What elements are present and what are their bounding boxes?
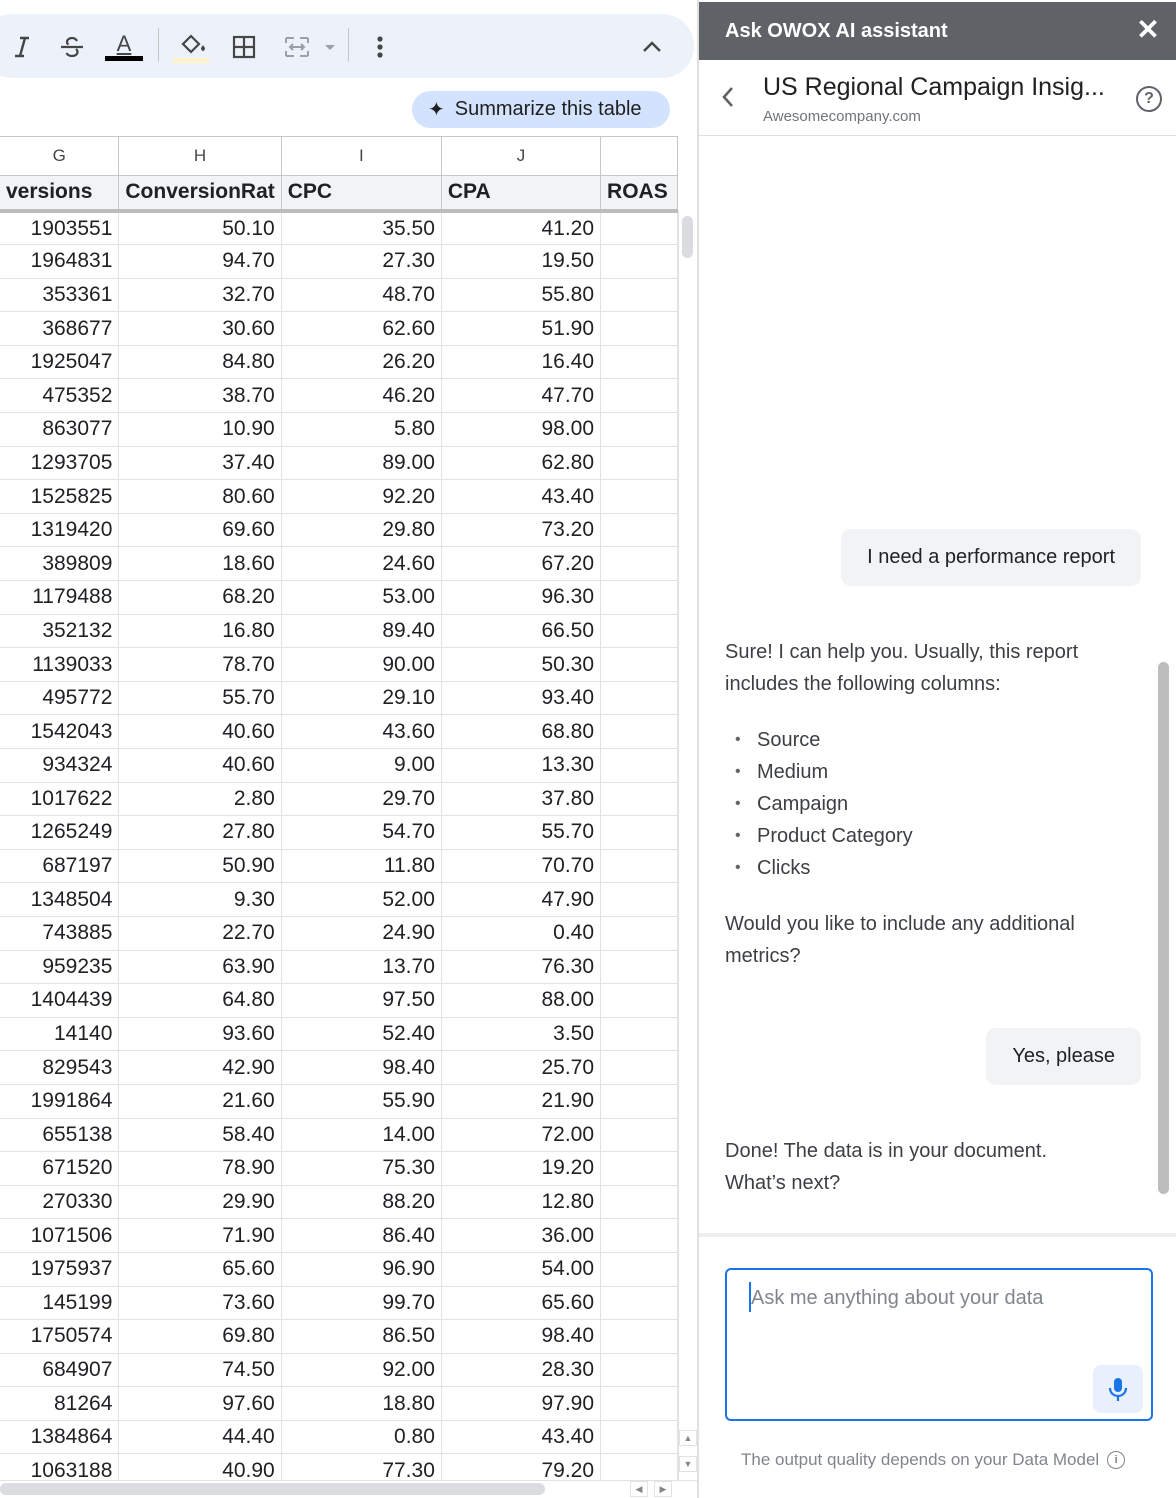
report-title: US Regional Campaign Insig... [763, 73, 1105, 101]
table-cell[interactable]: 30.60 [119, 312, 281, 346]
table-cell[interactable] [601, 1017, 678, 1051]
table-cell[interactable]: 55.80 [441, 278, 600, 312]
table-cell[interactable]: 36.00 [441, 1219, 600, 1253]
table-cell[interactable]: 829543 [0, 1051, 119, 1085]
table-cell[interactable]: 389809 [0, 547, 119, 581]
table-cell[interactable]: 1750574 [0, 1320, 119, 1354]
table-cell[interactable]: 78.90 [119, 1152, 281, 1186]
table-cell[interactable] [601, 1084, 678, 1118]
table-row [0, 547, 678, 581]
table-cell[interactable]: 76.30 [441, 950, 600, 984]
table-cell[interactable]: 79.20 [441, 1454, 600, 1480]
table-cell[interactable] [601, 413, 678, 447]
borders-icon[interactable] [228, 30, 260, 64]
table-cell[interactable]: 98.00 [441, 413, 600, 447]
table-cell[interactable]: 73.20 [441, 513, 600, 547]
table-cell[interactable] [601, 513, 678, 547]
table-cell[interactable]: 43.60 [281, 715, 441, 749]
table-cell[interactable]: 1384864 [0, 1420, 119, 1454]
table-cell[interactable]: 1139033 [0, 648, 119, 682]
scroll-up-icon[interactable]: ▲ [679, 1430, 697, 1446]
table-cell[interactable]: 13.70 [281, 950, 441, 984]
table-cell[interactable]: 16.80 [119, 614, 281, 648]
table-cell[interactable] [601, 345, 678, 379]
table-cell[interactable] [601, 312, 678, 346]
chat-scrollbar[interactable] [1158, 662, 1169, 1194]
table-row [0, 581, 678, 615]
table-cell[interactable]: 70.70 [441, 849, 600, 883]
toolbar-divider [158, 28, 159, 62]
table-cell[interactable]: 89.40 [281, 614, 441, 648]
strikethrough-icon[interactable] [56, 30, 88, 64]
column-list-item: • Campaign [725, 788, 1125, 820]
close-icon[interactable]: ✕ [1136, 14, 1160, 45]
table-row [0, 816, 678, 850]
table-cell[interactable]: 19.50 [441, 245, 600, 279]
table-row [0, 950, 678, 984]
table-cell[interactable]: 863077 [0, 413, 119, 447]
table-cell[interactable]: 55.70 [441, 816, 600, 850]
table-row [0, 984, 678, 1018]
table-cell[interactable]: 89.00 [281, 446, 441, 480]
assistant-message [725, 636, 1125, 972]
column-letter[interactable] [601, 137, 678, 175]
table-row [0, 211, 678, 245]
table-cell[interactable]: 94.70 [119, 245, 281, 279]
table-cell[interactable]: 21.90 [441, 1084, 600, 1118]
table-cell[interactable] [601, 245, 678, 279]
table-cell[interactable]: 58.40 [119, 1118, 281, 1152]
assistant-message-question: Would you like to include any additional metrics? [725, 913, 1075, 967]
table-row [0, 849, 678, 883]
table-cell[interactable] [601, 1152, 678, 1186]
fill-color-swatch [173, 58, 209, 63]
table-cell[interactable]: 37.40 [119, 446, 281, 480]
table-cell[interactable]: 934324 [0, 749, 119, 783]
table-cell[interactable]: 19.20 [441, 1152, 600, 1186]
table-cell[interactable]: 92.20 [281, 480, 441, 514]
table-cell[interactable]: 1404439 [0, 984, 119, 1018]
table-cell[interactable]: 1925047 [0, 345, 119, 379]
table-cell[interactable]: 93.40 [441, 681, 600, 715]
summarize-label: Summarize this table [454, 98, 642, 120]
table-cell[interactable]: 26.20 [281, 345, 441, 379]
fill-color-icon[interactable] [172, 30, 210, 64]
table-cell[interactable]: 84.80 [119, 345, 281, 379]
table-cell[interactable]: 29.70 [281, 782, 441, 816]
table-cell[interactable]: 68.20 [119, 581, 281, 615]
table-cell[interactable]: 24.90 [281, 916, 441, 950]
table-row [0, 1084, 678, 1118]
table-cell[interactable] [601, 916, 678, 950]
table-cell[interactable]: 28.30 [441, 1353, 600, 1387]
table-cell[interactable]: 62.80 [441, 446, 600, 480]
table-cell[interactable]: 353361 [0, 278, 119, 312]
table-cell[interactable]: 5.80 [281, 413, 441, 447]
data-table [0, 137, 678, 1480]
table-cell[interactable]: 352132 [0, 614, 119, 648]
table-cell[interactable]: 98.40 [441, 1320, 600, 1354]
table-row [0, 614, 678, 648]
horizontal-scroll-thumb[interactable] [0, 1483, 545, 1495]
table-cell[interactable] [601, 1051, 678, 1085]
table-cell[interactable]: 27.80 [119, 816, 281, 850]
table-cell[interactable] [601, 984, 678, 1018]
table-cell[interactable] [601, 480, 678, 514]
table-cell[interactable]: 68.80 [441, 715, 600, 749]
table-cell[interactable]: 54.00 [441, 1252, 600, 1286]
user-message: I need a performance report [841, 529, 1141, 586]
table-cell[interactable]: 67.20 [441, 547, 600, 581]
table-cell[interactable] [601, 849, 678, 883]
table-cell[interactable]: 1964831 [0, 245, 119, 279]
table-cell[interactable] [601, 1454, 678, 1480]
table-row [0, 413, 678, 447]
report-domain: Awesomecompany.com [763, 108, 921, 125]
header-cell[interactable]: CPC [281, 175, 441, 211]
table-cell[interactable]: 24.60 [281, 547, 441, 581]
column-letter-row [0, 137, 678, 175]
table-cell[interactable]: 270330 [0, 1185, 119, 1219]
table-row [0, 312, 678, 346]
table-cell[interactable]: 97.60 [119, 1387, 281, 1421]
table-cell[interactable] [601, 379, 678, 413]
table-row [0, 446, 678, 480]
table-cell[interactable]: 54.70 [281, 816, 441, 850]
table-cell[interactable]: 40.60 [119, 749, 281, 783]
table-cell[interactable]: 1319420 [0, 513, 119, 547]
table-cell[interactable]: 73.60 [119, 1286, 281, 1320]
chat-input-box[interactable] [725, 1268, 1153, 1421]
info-icon[interactable]: i [1107, 1451, 1125, 1469]
table-row [0, 245, 678, 279]
table-cell[interactable]: 86.40 [281, 1219, 441, 1253]
back-chevron-icon[interactable] [721, 84, 735, 115]
table-cell[interactable]: 90.00 [281, 648, 441, 682]
scroll-left-icon[interactable]: ◀ [630, 1481, 648, 1497]
table-row [0, 1185, 678, 1219]
table-row [0, 1252, 678, 1286]
table-cell[interactable]: 53.00 [281, 581, 441, 615]
table-cell[interactable]: 97.90 [441, 1387, 600, 1421]
table-cell[interactable]: 27.30 [281, 245, 441, 279]
table-cell[interactable]: 21.60 [119, 1084, 281, 1118]
table-cell[interactable]: 40.90 [119, 1454, 281, 1480]
table-cell[interactable]: 50.10 [119, 211, 281, 245]
table-cell[interactable]: 18.60 [119, 547, 281, 581]
table-cell[interactable]: 13.30 [441, 749, 600, 783]
text-color-swatch [105, 56, 143, 61]
table-cell[interactable]: 29.80 [281, 513, 441, 547]
table-row [0, 1420, 678, 1454]
table-cell[interactable] [601, 1353, 678, 1387]
table-cell[interactable]: 1265249 [0, 816, 119, 850]
column-letter[interactable]: H [119, 137, 281, 175]
table-cell[interactable]: 40.60 [119, 715, 281, 749]
table-cell[interactable]: 29.10 [281, 681, 441, 715]
text-color-icon[interactable] [104, 30, 144, 64]
table-cell[interactable]: 1179488 [0, 581, 119, 615]
table-cell[interactable]: 495772 [0, 681, 119, 715]
table-cell[interactable] [601, 581, 678, 615]
table-cell[interactable]: 88.00 [441, 984, 600, 1018]
table-cell[interactable]: 72.00 [441, 1118, 600, 1152]
table-row [0, 1353, 678, 1387]
table-cell[interactable]: 11.80 [281, 849, 441, 883]
assistant-message-intro: Sure! I can help you. Usually, this report includes the following columns: [725, 641, 1079, 695]
table-cell[interactable]: 16.40 [441, 345, 600, 379]
table-cell[interactable]: 368677 [0, 312, 119, 346]
table-cell[interactable]: 18.80 [281, 1387, 441, 1421]
table-row [0, 1017, 678, 1051]
table-cell[interactable]: 98.40 [281, 1051, 441, 1085]
table-cell[interactable]: 2.80 [119, 782, 281, 816]
table-cell[interactable]: 41.20 [441, 211, 600, 245]
table-cell[interactable] [601, 749, 678, 783]
scroll-down-icon[interactable]: ▼ [679, 1456, 697, 1472]
table-cell[interactable]: 1975937 [0, 1252, 119, 1286]
column-list [725, 724, 1125, 884]
column-list-item: • Product Category [725, 820, 1125, 852]
header-cell[interactable]: ROAS [601, 175, 678, 211]
table-cell[interactable]: 959235 [0, 950, 119, 984]
summarize-table-button[interactable] [412, 91, 670, 128]
collapse-icon[interactable] [638, 30, 666, 64]
italic-icon[interactable] [8, 30, 36, 64]
table-cell[interactable] [601, 1252, 678, 1286]
table-cell[interactable] [601, 950, 678, 984]
quality-footnote [741, 1450, 1125, 1470]
table-cell[interactable] [601, 1420, 678, 1454]
table-cell[interactable] [601, 211, 678, 245]
table-row [0, 278, 678, 312]
table-row [0, 648, 678, 682]
table-cell[interactable]: 77.30 [281, 1454, 441, 1480]
table-cell[interactable]: 92.00 [281, 1353, 441, 1387]
table-cell[interactable]: 0.40 [441, 916, 600, 950]
table-cell[interactable]: 671520 [0, 1152, 119, 1186]
table-cell[interactable] [601, 1286, 678, 1320]
table-cell[interactable]: 42.90 [119, 1051, 281, 1085]
table-cell[interactable]: 35.50 [281, 211, 441, 245]
sparkle-icon: ✦ [428, 99, 445, 121]
chat-input[interactable] [751, 1280, 1111, 1316]
table-cell[interactable]: 65.60 [441, 1286, 600, 1320]
panel-window-title: Ask OWOX AI assistant [725, 19, 948, 42]
table-cell[interactable]: 80.60 [119, 480, 281, 514]
table-cell[interactable]: 32.70 [119, 278, 281, 312]
table-row [0, 681, 678, 715]
table-row [0, 1219, 678, 1253]
table-cell[interactable]: 10.90 [119, 413, 281, 447]
assistant-message: Done! The data is in your document. What’s next? [725, 1140, 1048, 1194]
table-cell[interactable]: 48.70 [281, 278, 441, 312]
more-vert-icon[interactable] [368, 30, 392, 64]
table-cell[interactable]: 55.70 [119, 681, 281, 715]
table-cell[interactable] [601, 816, 678, 850]
table-row [0, 1152, 678, 1186]
table-cell[interactable]: 1903551 [0, 211, 119, 245]
table-cell[interactable]: 44.40 [119, 1420, 281, 1454]
table-cell[interactable]: 1525825 [0, 480, 119, 514]
table-cell[interactable]: 1293705 [0, 446, 119, 480]
table-cell[interactable] [601, 782, 678, 816]
table-cell[interactable]: 25.70 [441, 1051, 600, 1085]
header-cell[interactable]: ConversionRat [119, 175, 281, 211]
table-cell[interactable]: 0.80 [281, 1420, 441, 1454]
table-row [0, 749, 678, 783]
spreadsheet-grid[interactable] [0, 136, 678, 1480]
table-cell[interactable]: 38.70 [119, 379, 281, 413]
report-header [699, 60, 1176, 136]
table-cell[interactable]: 1063188 [0, 1454, 119, 1480]
table-cell[interactable]: 78.70 [119, 648, 281, 682]
table-row [0, 782, 678, 816]
header-row [0, 175, 678, 211]
table-cell[interactable] [601, 278, 678, 312]
table-row [0, 345, 678, 379]
table-cell[interactable]: 86.50 [281, 1320, 441, 1354]
table-cell[interactable] [601, 648, 678, 682]
column-letter[interactable]: G [0, 137, 119, 175]
table-cell[interactable]: 29.90 [119, 1185, 281, 1219]
table-cell[interactable] [601, 1219, 678, 1253]
panel-titlebar [699, 2, 1176, 60]
table-cell[interactable] [601, 446, 678, 480]
table-cell[interactable]: 1991864 [0, 1084, 119, 1118]
table-cell[interactable]: 97.50 [281, 984, 441, 1018]
table-row [0, 1387, 678, 1421]
table-cell[interactable]: 43.40 [441, 1420, 600, 1454]
text-color-glyph: A [116, 30, 132, 56]
table-cell[interactable]: 88.20 [281, 1185, 441, 1219]
table-row [0, 715, 678, 749]
table-cell[interactable]: 75.30 [281, 1152, 441, 1186]
table-cell[interactable]: 655138 [0, 1118, 119, 1152]
table-cell[interactable]: 47.70 [441, 379, 600, 413]
table-row [0, 883, 678, 917]
table-cell[interactable]: 50.90 [119, 849, 281, 883]
table-cell[interactable]: 66.50 [441, 614, 600, 648]
table-cell[interactable]: 43.40 [441, 480, 600, 514]
merge-cells-icon[interactable] [282, 30, 340, 64]
table-cell[interactable]: 93.60 [119, 1017, 281, 1051]
table-row [0, 916, 678, 950]
table-cell[interactable]: 99.70 [281, 1286, 441, 1320]
table-cell[interactable]: 69.60 [119, 513, 281, 547]
table-row [0, 513, 678, 547]
table-cell[interactable]: 475352 [0, 379, 119, 413]
table-cell[interactable] [601, 715, 678, 749]
table-cell[interactable]: 14140 [0, 1017, 119, 1051]
table-row [0, 1286, 678, 1320]
table-cell[interactable] [601, 1320, 678, 1354]
column-letter[interactable]: I [281, 137, 441, 175]
table-cell[interactable] [601, 1185, 678, 1219]
table-cell[interactable]: 1071506 [0, 1219, 119, 1253]
vertical-scroll-thumb[interactable] [682, 216, 693, 258]
table-cell[interactable]: 12.80 [441, 1185, 600, 1219]
table-row [0, 480, 678, 514]
table-cell[interactable]: 63.90 [119, 950, 281, 984]
table-cell[interactable]: 14.00 [281, 1118, 441, 1152]
composer [699, 1233, 1176, 1498]
footnote-text: The output quality depends on your Data Model [741, 1450, 1100, 1469]
table-cell[interactable]: 51.90 [441, 312, 600, 346]
help-icon[interactable]: ? [1136, 86, 1162, 112]
table-cell[interactable]: 64.80 [119, 984, 281, 1018]
microphone-icon[interactable] [1093, 1365, 1143, 1413]
table-cell[interactable]: 684907 [0, 1353, 119, 1387]
table-cell[interactable]: 37.80 [441, 782, 600, 816]
table-cell[interactable]: 74.50 [119, 1353, 281, 1387]
table-cell[interactable]: 46.20 [281, 379, 441, 413]
table-row [0, 1454, 678, 1480]
table-cell[interactable]: 1348504 [0, 883, 119, 917]
table-cell[interactable]: 9.00 [281, 749, 441, 783]
table-cell[interactable]: 743885 [0, 916, 119, 950]
column-letter[interactable]: J [441, 137, 600, 175]
table-row [0, 379, 678, 413]
user-message: Yes, please [986, 1028, 1141, 1085]
header-cell[interactable]: CPA [441, 175, 600, 211]
toolbar-divider [348, 28, 349, 62]
table-cell[interactable]: 1542043 [0, 715, 119, 749]
table-cell[interactable]: 69.80 [119, 1320, 281, 1354]
table-cell[interactable]: 52.00 [281, 883, 441, 917]
table-cell[interactable]: 71.90 [119, 1219, 281, 1253]
table-cell[interactable] [601, 883, 678, 917]
table-cell[interactable]: 9.30 [119, 883, 281, 917]
table-cell[interactable]: 96.90 [281, 1252, 441, 1286]
assistant-panel [697, 0, 1176, 1498]
table-cell[interactable] [601, 614, 678, 648]
column-list-item: • Medium [725, 756, 1125, 788]
scroll-right-icon[interactable]: ▶ [654, 1481, 672, 1497]
chat-thread[interactable] [699, 137, 1176, 1233]
table-cell[interactable]: 687197 [0, 849, 119, 883]
table-row [0, 1051, 678, 1085]
table-cell[interactable]: 145199 [0, 1286, 119, 1320]
table-cell[interactable]: 50.30 [441, 648, 600, 682]
table-cell[interactable]: 1017622 [0, 782, 119, 816]
table-cell[interactable] [601, 547, 678, 581]
table-cell[interactable]: 55.90 [281, 1084, 441, 1118]
table-cell[interactable]: 47.90 [441, 883, 600, 917]
column-list-item: • Clicks [725, 852, 1125, 884]
table-cell[interactable]: 65.60 [119, 1252, 281, 1286]
table-row [0, 1320, 678, 1354]
column-list-item: • Source [725, 724, 1125, 756]
table-cell[interactable]: 81264 [0, 1387, 119, 1421]
vertical-scrollbar[interactable] [678, 210, 697, 1480]
table-cell[interactable]: 62.60 [281, 312, 441, 346]
table-cell[interactable] [601, 1387, 678, 1421]
table-cell[interactable]: 22.70 [119, 916, 281, 950]
table-cell[interactable]: 96.30 [441, 581, 600, 615]
table-cell[interactable]: 52.40 [281, 1017, 441, 1051]
table-row [0, 1118, 678, 1152]
table-cell[interactable] [601, 1118, 678, 1152]
table-cell[interactable] [601, 681, 678, 715]
table-cell[interactable]: 3.50 [441, 1017, 600, 1051]
header-cell[interactable]: versions [0, 175, 119, 211]
